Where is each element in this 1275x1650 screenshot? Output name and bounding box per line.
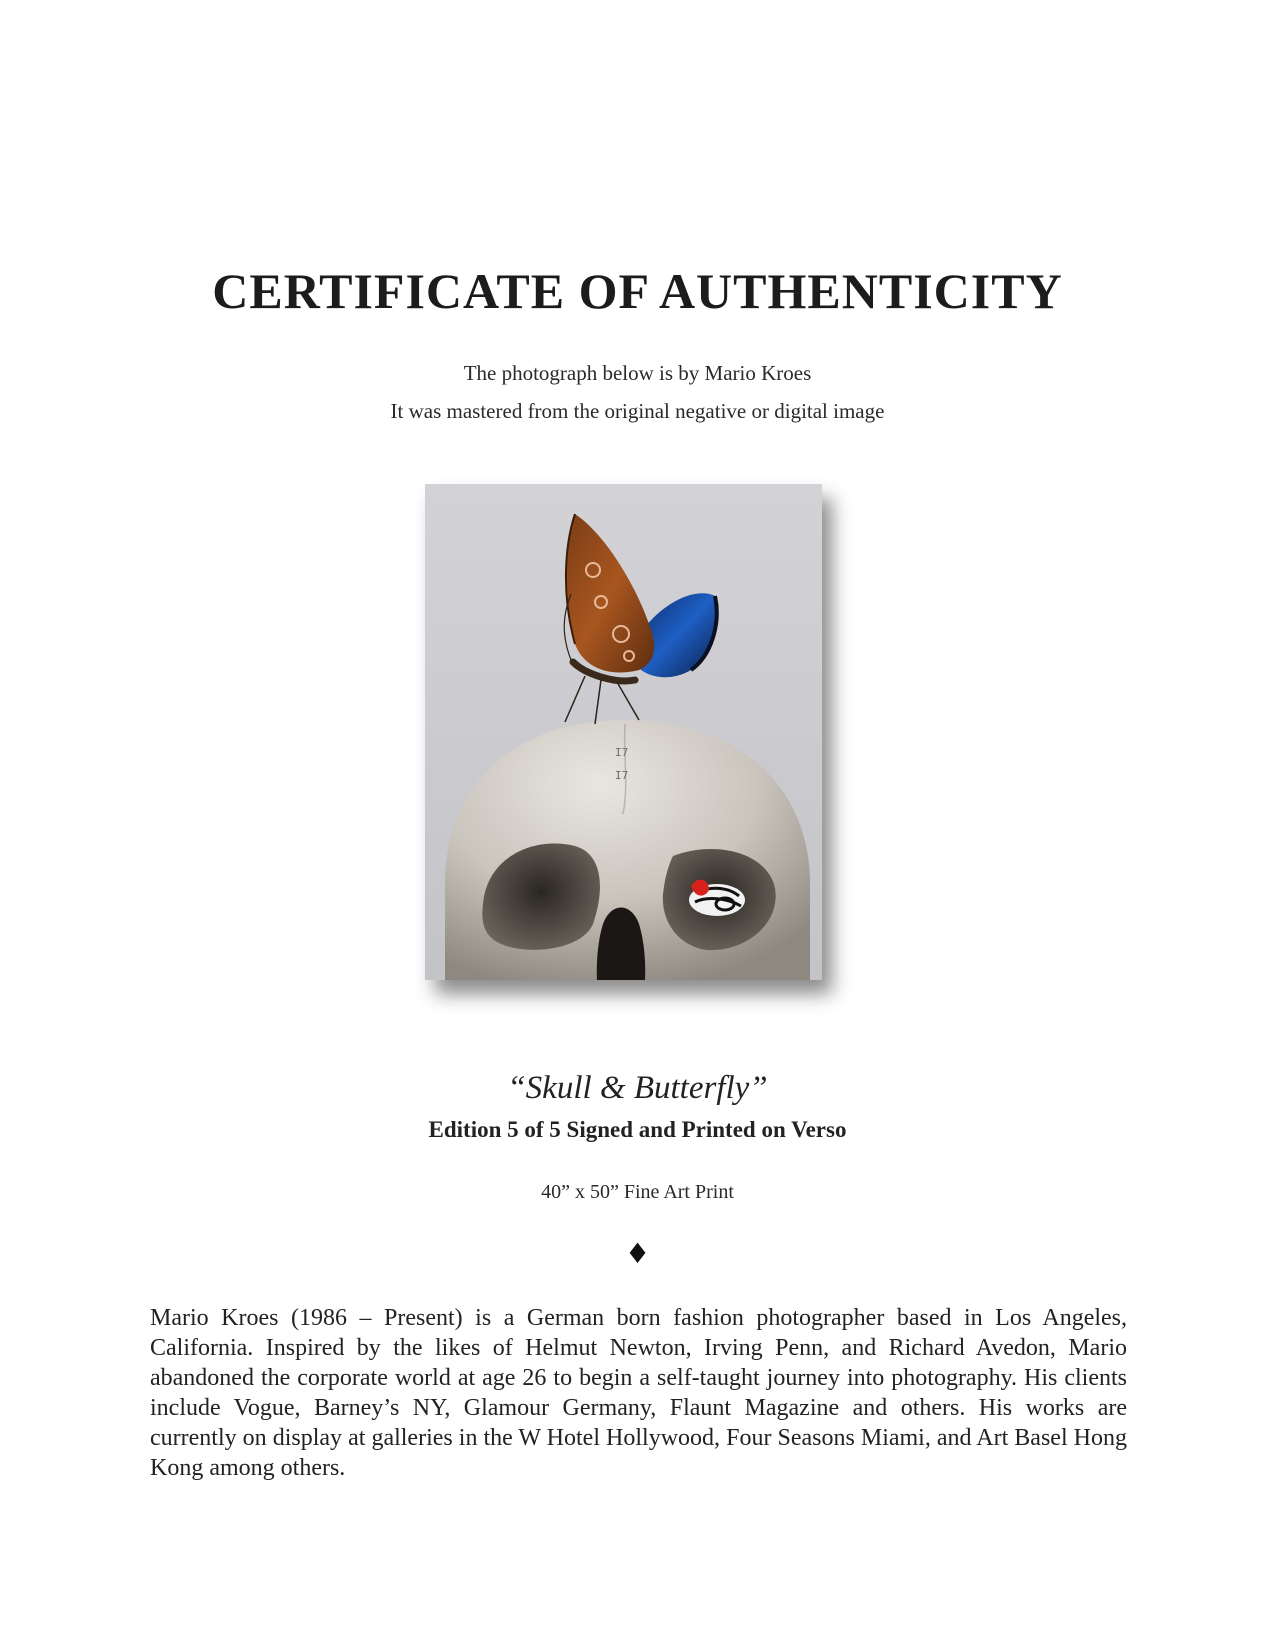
artwork-photograph bbox=[425, 484, 822, 980]
intro-text bbox=[0, 354, 1275, 430]
skull-marking-bottom: I7 bbox=[615, 769, 629, 782]
skull-marking-top: I7 bbox=[615, 746, 629, 759]
artwork-title: “Skull & Butterfly” bbox=[507, 1070, 768, 1106]
intro-line-artist: The photograph below is by Mario Kroes bbox=[463, 361, 812, 385]
edition-info: Edition 5 of 5 Signed and Printed on Verso bbox=[428, 1117, 847, 1142]
diamond-ornament-icon: ♦ bbox=[624, 1237, 651, 1270]
certificate-title: CERTIFICATE OF AUTHENTICITY bbox=[212, 263, 1063, 319]
print-size: 40” x 50” Fine Art Print bbox=[541, 1181, 734, 1203]
artist-biography: Mario Kroes (1986 – Present) is a German born fashion photographer based in Los Angeles, California. Inspired by the likes of Helmut Newton, Irving Penn, and Richard Avedon, Mario abandoned the corporate world at age 26 to begin a self-taught journey into photography. His clients include Vogue, Barney’s NY, Glamour Germany, Flaunt Magazine and others. His works are currently on display at galleries in the W Hotel Hollywood, Four Seasons Miami, and Art Basel Hong Kong among others. bbox=[150, 1305, 1127, 1481]
intro-line-mastered: It was mastered from the original negative or digital image bbox=[390, 399, 885, 423]
